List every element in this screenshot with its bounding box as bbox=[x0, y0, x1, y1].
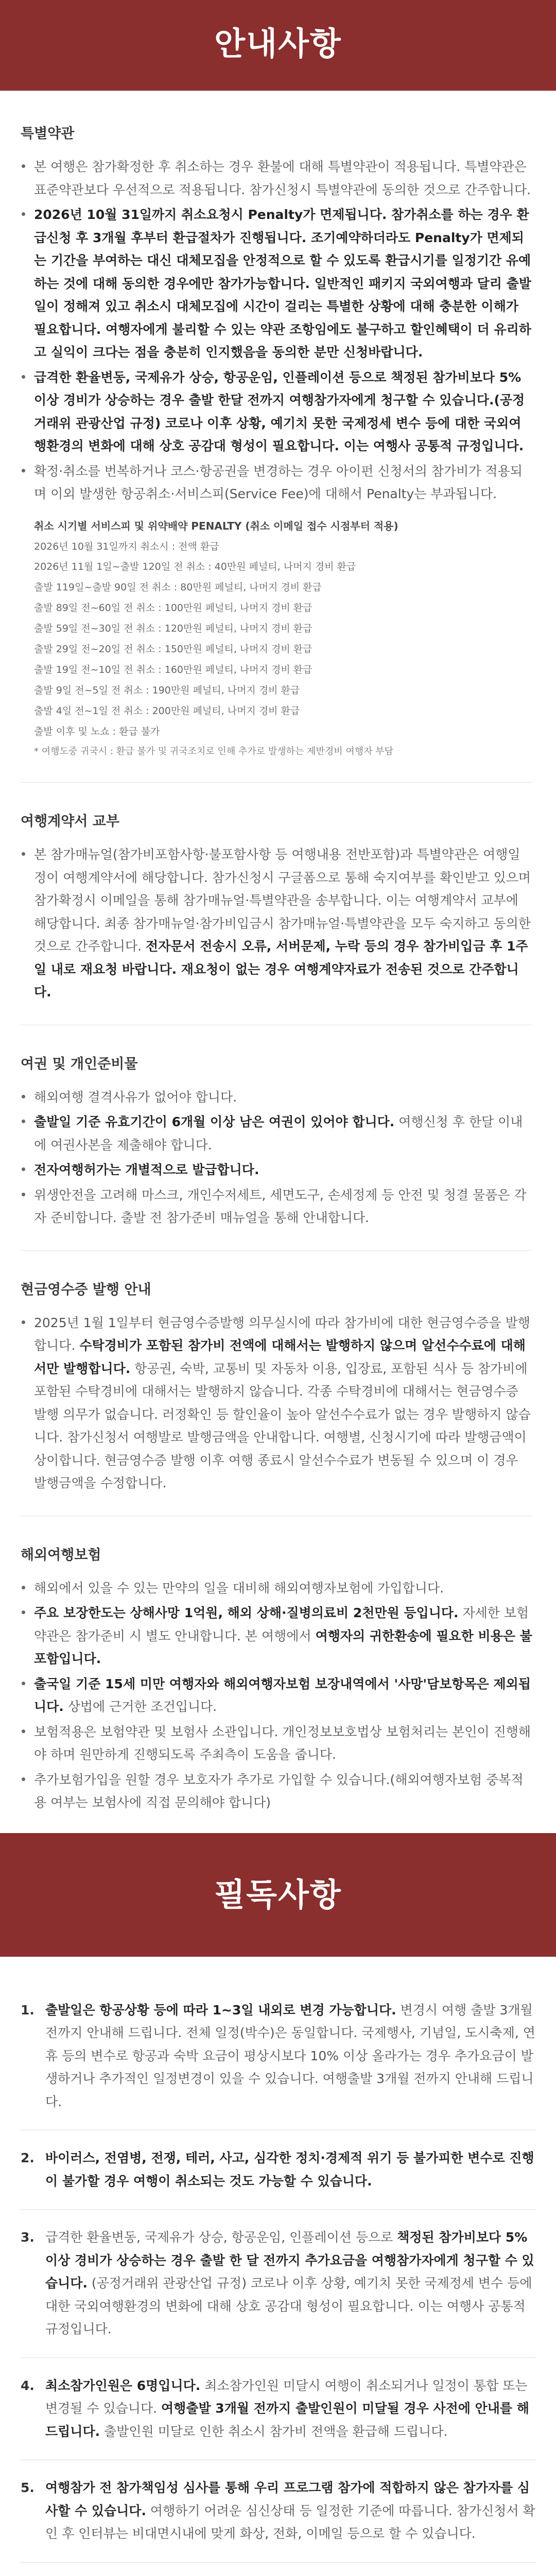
divider bbox=[21, 1250, 532, 1251]
list-item: 2025년 1월 1일부터 현금영수증발행 의무실시에 따라 참가비에 대한 현금영수증을 발행합니다. 수탁경비가 포함된 참가비 전액에 대해서는 발행하지 않으며 알선수수료에 대해서만 발행합니다. 항공권, 숙박, 교통비 및 자동차 이용, 입장료, 포함된 식사 등 참가비에 포함된 수탁경비에 대해서는 발행하지 않습니다. 각종 수탁경비에 대해서는 현금영수증 발행 의무가 없습니다. 러정확인 등 할인율이 높아 알선수수료가 없는 경우 발행하지 않습니다. 참가신청서 여행발로 발행금액을 안내합니다. 여행별, 신청시기에 따라 발행금액이 상이합니다. 현금영수증 발행 이후 여행 종료시 알선수수료가 변동될 수 있으며 이 경우 발행금액을 수정합니다. bbox=[21, 1312, 532, 1495]
list-item: 해외에서 있을 수 있는 만약의 일을 대비해 해외여행자보험에 가입합니다. bbox=[21, 1577, 532, 1600]
list-item: 해외여행 결격사유가 없어야 합니다. bbox=[21, 1086, 532, 1109]
penalty-row: 출발 9일 전~5일 전 취소 : 190만원 페널티, 나머지 경비 환급 bbox=[34, 684, 300, 696]
penalty-row: 출발 이후 및 노쇼 : 환급 불가 bbox=[34, 725, 160, 737]
item-number: 4. bbox=[21, 2378, 34, 2393]
must-read-item: 1. 출발일은 항공상황 등에 따라 1~3일 내외로 변경 가능합니다. 변경시 여행 출발 3개월 전까지 안내해 드립니다. 전체 일정(박수)은 동일합니다. 국제행사, 기념일, 도시축제, 연휴 등의 변수로 항공과 숙박 요금이 평상시보다 10% 이상 올라가는 경우 추가요금이 발생하거나 추가적인 일정변경이 있을 수 있습니다. 여행출발 3개월 전까지 안내해 드립니다. bbox=[21, 1982, 536, 2131]
list-item: 본 참가매뉴얼(참가비포함사항·불포함사항 등 여행내용 전반포함)과 특별약관은 여행일정이 여행계약서에 해당합니다. 참가신청시 구글폼으로 통해 숙지여부를 확인받고 있으며 참가확정시 이메일을 통해 참가매뉴얼·특별약관을 송부합니다. 이는 여행계약서 교부에 해당합니다. 최종 참가매뉴얼·참가비입금시 참가매뉴얼·특별약관을 모두 숙지하고 동의한 것으로 간주합니다. 전자문서 전송시 오류, 서버문제, 누락 등의 경우 참가비입금 후 1주일 내로 재요청 바랍니다. 재요청이 없는 경우 여행계약자료가 전송된 것으로 간주합니다. bbox=[21, 843, 532, 1004]
list-item: 주요 보장한도는 상해사망 1억원, 해외 상해·질병의료비 2천만원 등입니다. 자세한 보험약관은 참가준비 시 별도 안내합니다. 본 여행에서 여행자의 귀한환송에 필요한 비용은 불포함입니다. bbox=[21, 1602, 532, 1671]
list-item: 확정·취소를 번복하거나 코스·항공권을 변경하는 경우 아이펀 신청서의 참가비가 적용되며 이외 발생한 항공취소·서비스피(Service Fee)에 대해서 Penalty는 부과됩니다. bbox=[21, 460, 532, 506]
list-item: 추가보험가입을 원할 경우 보호자가 추가로 가입할 수 있습니다.(해외여행자보험 중복적용 여부는 보험사에 직접 문의해야 합니다) bbox=[21, 1769, 532, 1815]
penalty-row: 출발 29일 전~20일 전 취소 : 150만원 페널티, 나머지 경비 환급 bbox=[34, 643, 312, 655]
insurance-title: 해외여행보험 bbox=[21, 1547, 101, 1563]
penalty-row: 출발 89일 전~60일 전 취소 : 100만원 페널티, 나머지 경비 환급 bbox=[34, 602, 312, 614]
list-item: 본 여행은 참가확정한 후 취소하는 경우 환불에 대해 특별약관이 적용됩니다. 특별약관은 표준약관보다 우선적으로 적용됩니다. 참가신청시 특별약관에 동의한 것으로 간주합니다. bbox=[21, 156, 532, 201]
penalty-row: 출발 19일 전~10일 전 취소 : 160만원 페널티, 나머지 경비 환급 bbox=[34, 664, 312, 675]
must-read-list bbox=[0, 1957, 556, 2576]
list-item: 급격한 환율변동, 국제유가 상승, 항공운임, 인플레이션 등으로 책정된 참가비보다 5% 이상 경비가 상승하는 경우 출발 한달 전까지 여행참가자에게 청구할 수 있습니다.(공정거래위 관광산업 규정) 코로나 이후 상황, 예기치 못한 국제정세 변수 등에 대한 국외여행환경의 변화에 대해 상호 공감대 형성이 필요합니다. 이는 여행사 공통적 규정입니다. bbox=[21, 366, 532, 458]
list-item: 출국일 기준 15세 미만 여행자와 해외여행자보험 보장내역에서 '사망'담보항목은 제외됩니다. 상법에 근거한 조건입니다. bbox=[21, 1673, 532, 1719]
item-number: 5. bbox=[21, 2480, 34, 2496]
must-read-item bbox=[21, 2563, 536, 2576]
list-item: 보험적용은 보험약관 및 보험사 소관입니다. 개인정보보호법상 보험처리는 본인이 진행해야 하며 원만하게 진행되도록 주최측이 도움을 줍니다. bbox=[21, 1721, 532, 1767]
divider bbox=[21, 782, 532, 783]
penalty-row: 2026년 10월 31일까지 취소시 : 전액 환급 bbox=[34, 540, 219, 552]
passport-title: 여권 및 개인준비물 bbox=[21, 1056, 138, 1072]
penalty-schedule bbox=[21, 508, 532, 762]
list-item: 위생안전을 고려해 마스크, 개인수저세트, 세면도구, 손세정제 등 안전 및 청결 물품은 각자 준비합니다. 출발 전 참가준비 매뉴얼을 통해 안내합니다. bbox=[21, 1184, 532, 1230]
notice-content bbox=[0, 122, 556, 1815]
passport-list bbox=[21, 1086, 532, 1230]
penalty-row: 2026년 11월 1일~출발 120일 전 취소 : 40만원 페널티, 나머지 경비 환급 bbox=[34, 561, 356, 573]
must-read-item: 5. 여행참가 전 참가책임성 심사를 통해 우리 프로그램 참가에 적합하지 않은 참가자를 심사할 수 있습니다. 여행하기 어려운 심신상태 등 일정한 기준에 따릅니다. 참가신청서 확인 후 인터뷰는 비대면시내에 맞게 화상, 전화, 이메일 등으로 할 수 있습니다. bbox=[21, 2460, 536, 2563]
penalty-row: 출발 4일 전~1일 전 취소 : 200만원 페널티, 나머지 경비 환급 bbox=[34, 705, 300, 717]
penalty-note: * 여행도중 귀국시 : 환급 불가 및 귀국조치로 인해 추가로 발생하는 제반경비 여행자 부담 bbox=[34, 746, 394, 757]
penalty-row: 출발 59일 전~30일 전 취소 : 120만원 페널티, 나머지 경비 환급 bbox=[34, 623, 312, 635]
list-item: 2026년 10월 31일까지 취소요청시 Penalty가 면제됩니다. 참가취소를 하는 경우 환급신청 후 3개월 후부터 환급절차가 진행됩니다. 조기예약하더라도 Penalty가 면제되는 기간을 부여하는 대신 대체모집을 안정적으로 할 수 있도록 환급시기를 일정기간 유예하는 것에 대해 동의한 경우에만 참가가능합니다. 일반적인 패키지 국외여행과 달리 출발일이 정해져 있고 취소시 대체모집에 시간이 걸리는 특별한 상황에 대해 충분한 이해가 필요합니다. 여행자에게 불리할 수 있는 약관 조항임에도 불구하고 할인혜택이 더 유리하고 실익이 크다는 점을 충분히 인지했음을 동의한 분만 신청바랍니다. bbox=[21, 204, 532, 364]
must-read-item: 3. 급격한 환율변동, 국제유가 상승, 항공운임, 인플레이션 등으로 책정된 참가비보다 5% 이상 경비가 상승하는 경우 출발 한 달 전까지 추가요금을 여행참가자에게 청구할 수 있습니다. (공정거래위 관광산업 규정) 코로나 이후 상황, 예기치 못한 국제정세 변수 등에 대한 국외여행환경의 변화에 대해 상호 공감대 형성이 필요합니다. 이는 여행사 공통적 규정입니다. bbox=[21, 2210, 536, 2358]
penalty-schedule-title: 취소 시기별 서비스피 및 위약배약 PENALTY (취소 이메일 접수 시점부터 적용) bbox=[34, 519, 398, 532]
item-number: 3. bbox=[21, 2230, 34, 2245]
item-number: 1. bbox=[21, 2002, 34, 2018]
item-number: 2. bbox=[21, 2150, 34, 2166]
contract-list bbox=[21, 843, 532, 1004]
list-item: 전자여행허가는 개별적으로 발급합니다. bbox=[21, 1159, 532, 1182]
contract-title: 여행계약서 교부 bbox=[21, 814, 119, 830]
insurance-list bbox=[21, 1577, 532, 1815]
receipt-title: 현금영수증 발행 안내 bbox=[21, 1281, 151, 1298]
receipt-list bbox=[21, 1312, 532, 1495]
list-item: 출발일 기준 유효기간이 6개월 이상 남은 여권이 있어야 합니다. 여행신청 후 한달 이내에 여권사본을 제출해야 합니다. bbox=[21, 1111, 532, 1157]
must-read-item: 2. 바이러스, 전염병, 전쟁, 테러, 사고, 심각한 정치·경제적 위기 등 불가피한 변수로 진행이 불가할 경우 여행이 취소되는 것도 가능할 수 있습니다. bbox=[21, 2130, 536, 2210]
must-read-item: 4. 최소참가인원은 6명입니다. 최소참가인원 미달시 여행이 취소되거나 일정이 통합 또는 변경될 수 있습니다. 여행출발 3개월 전까지 출발인원이 미달될 경우 사전에 안내를 해드립니다. 출발인원 미달로 인한 취소시 참가비 전액을 환급해 드립니다. bbox=[21, 2358, 536, 2461]
penalty-row: 출발 119일~출발 90일 전 취소 : 80만원 페널티, 나머지 경비 환급 bbox=[34, 582, 322, 594]
notice-banner: 안내사항 bbox=[0, 0, 556, 91]
must-read-banner: 필독사항 bbox=[0, 1833, 556, 1957]
special-terms-list bbox=[21, 156, 532, 506]
special-terms-title: 특별약관 bbox=[21, 126, 75, 142]
